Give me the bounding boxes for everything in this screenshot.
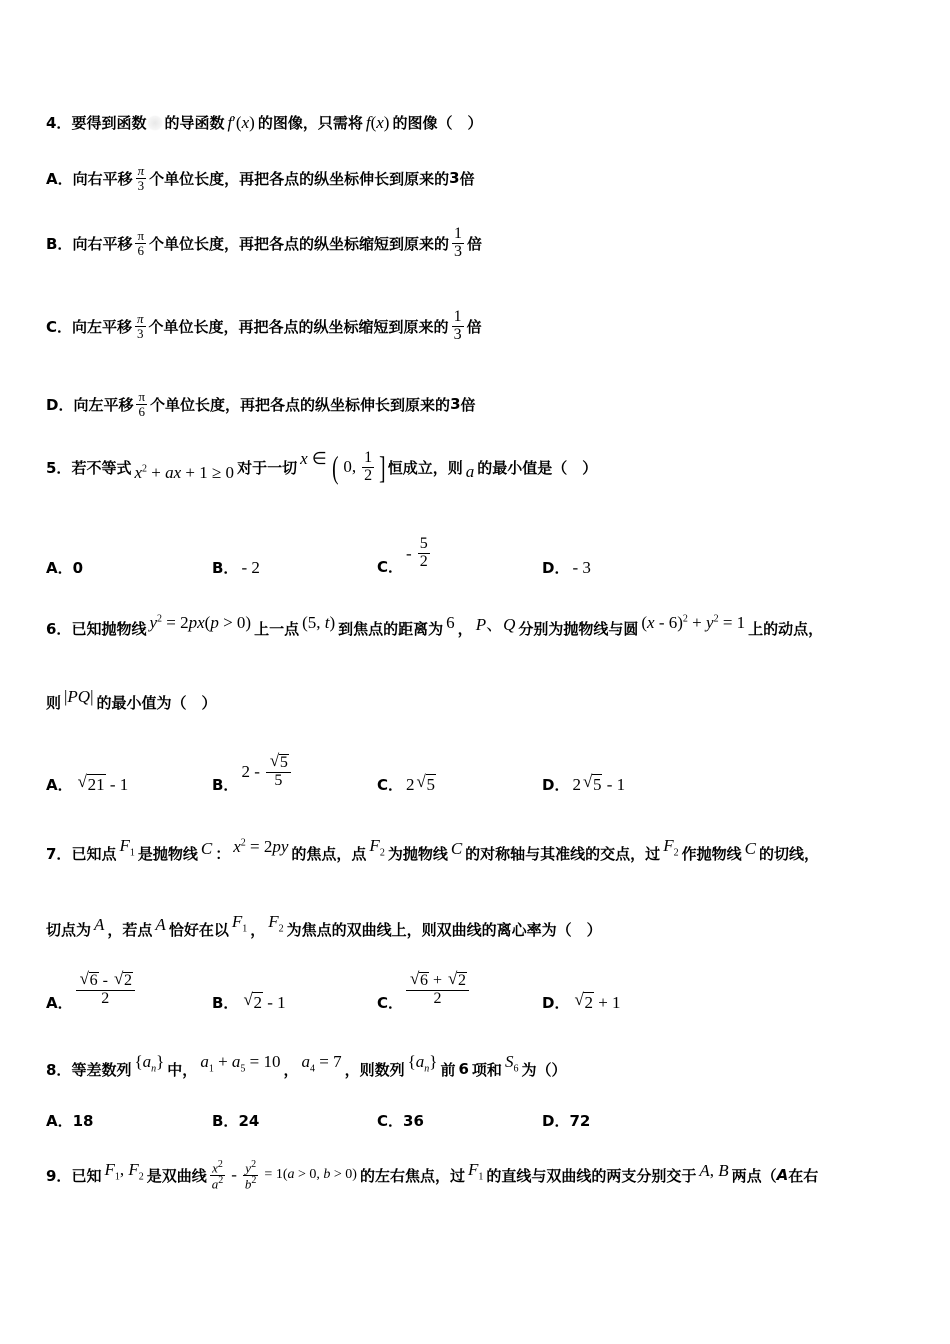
f-x: f(x) xyxy=(365,112,390,132)
q8-option-b: B． 24 xyxy=(212,1111,260,1130)
q7-option-b: B． √ 2 - 1 xyxy=(212,992,289,1013)
q7-options xyxy=(46,966,930,1026)
q6-option-d: D． 2√ 5 - 1 xyxy=(542,774,628,795)
q6-option-c: C． 2√ 5 xyxy=(377,774,439,795)
pi-over-6: $\frac{\pi}{6}$ xyxy=(137,228,145,258)
q6-option-a: A． √ 21 - 1 xyxy=(46,774,131,795)
parabola-expr: $x^2 = 2py$ xyxy=(233,837,289,857)
q4-option-d: D． 向左平移 $\frac{\pi}{6}$ 个单位长度，再把各点的纵坐标伸长到原来的 3 倍 xyxy=(46,389,476,419)
q8-option-a: A． 18 xyxy=(46,1111,94,1130)
q5-stem: 5． 若不等式 $x^2$ + ax + 1 ≥ 0 对于一切 x ∈ ( 0, $\frac{1}{2}$ ] 恒成立，则 a 的最小值是（ ） xyxy=(46,449,598,486)
q5-option-a: A． 0 xyxy=(46,558,84,577)
q5-options xyxy=(46,530,930,590)
inequality-expr: $x^2$ + ax + 1 ≥ 0 xyxy=(134,463,235,483)
f-prime-x: f′(x) xyxy=(227,112,255,132)
q8-option-d: D． 72 xyxy=(542,1111,591,1130)
q4-option-c: C． 向左平移 $\frac{\pi}{3}$ 个单位长度，再把各点的纵坐标缩短到原来的 $\frac{1}{3}$ 倍 xyxy=(46,308,482,343)
pi-over-6: $\frac{\pi}{6}$ xyxy=(138,389,146,419)
one-half: $\frac{1}{2}$ xyxy=(364,449,373,484)
q4-number: 4． xyxy=(46,114,72,132)
q5-option-c: C． - $\frac{5}{2}$ xyxy=(377,535,428,576)
q7-option-d: D． √ 2 + 1 xyxy=(542,992,624,1013)
q5-option-d: D． - 3 xyxy=(542,557,591,577)
parabola-expr: $y^2 = 2px(p > 0)$ xyxy=(149,612,252,632)
q4-option-a: A． 向右平移 $\frac{\pi}{3}$ 个单位长度，再把各点的纵坐标伸长到原来的 3 倍 xyxy=(46,163,475,193)
q7-option-c: C． √ $\frac{6 + √ 2}{2}$ xyxy=(377,966,472,1013)
q6-stem: 6． 已知抛物线 $y^2 = 2px(p > 0)$ 上一点 (5, t) 到焦点的距离为 6 ， P、Q 分别为抛物线与圆 $(x - 6)^2 + y^2 = 1$ 上的动点， xyxy=(46,612,824,638)
one-third: $\frac{1}{3}$ xyxy=(454,225,463,260)
hyperbola-condition: = 1(a > 0, b > 0) xyxy=(264,1167,357,1182)
q7-option-a: A． √ $\frac{6 - √ 2}{2}$ xyxy=(46,966,138,1013)
q8-option-c: C． 36 xyxy=(377,1111,424,1130)
q4-option-b: B． 向右平移 $\frac{\pi}{6}$ 个单位长度，再把各点的纵坐标缩短到原来的 $\frac{1}{3}$ 倍 xyxy=(46,225,483,260)
q6-stem-line2: 则 |PQ| 的最小值为（ ） xyxy=(46,686,217,712)
pi-over-3: $\frac{\pi}{3}$ xyxy=(137,311,144,341)
q9-stem: 9． 已知 $F_1$, $F_2$ 是双曲线 $\frac{x^2}{a^2}$ - $\frac{y^2}{b^2}$ = 1(a > 0, b > 0) 的左右焦点，过 $F_1$ 的直线与双曲线的两支分别交于 A, B 两点（ A 在右 xyxy=(46,1158,819,1191)
faint-formula-icon xyxy=(147,115,163,131)
circle-expr: $(x - 6)^2 + y^2 = 1$ xyxy=(641,612,746,632)
pi-over-3: $\frac{\pi}{3}$ xyxy=(137,163,145,193)
q8-options xyxy=(46,1108,930,1132)
q7-stem-line2: 切点为 A ，若点 A 恰好在以 $F_1$ ， $F_2$ 为焦点的双曲线上，则双曲线的离心率为（ ） xyxy=(46,912,602,939)
q6-options xyxy=(46,748,930,808)
q7-stem: 7． 已知点 $F_1$ 是抛物线 C ： $x^2 = 2py$ 的焦点，点 $F_2$ 为抛物线 C 的对称轴与其准线的交点，过 $F_2$ 作抛物线 C 的切线， xyxy=(46,836,819,863)
q5-option-b: B． - 2 xyxy=(212,557,260,577)
q4-stem: 4． 要得到函数 的导函数 f′(x) 的图像，只需将 f(x) 的图像（ ） xyxy=(46,112,483,132)
q6-option-b: B． 2 - √ $\frac{5}{5}$ xyxy=(212,748,294,795)
one-third: $\frac{1}{3}$ xyxy=(453,308,462,343)
q8-stem: 8． 等差数列 $\{a_n\}$ 中， $a_1 + a_5 = 10$ ， $a_4 = 7$ ，则数列 $\{a_n\}$ 前 6 项和 $S_6$ 为（） xyxy=(46,1052,567,1079)
